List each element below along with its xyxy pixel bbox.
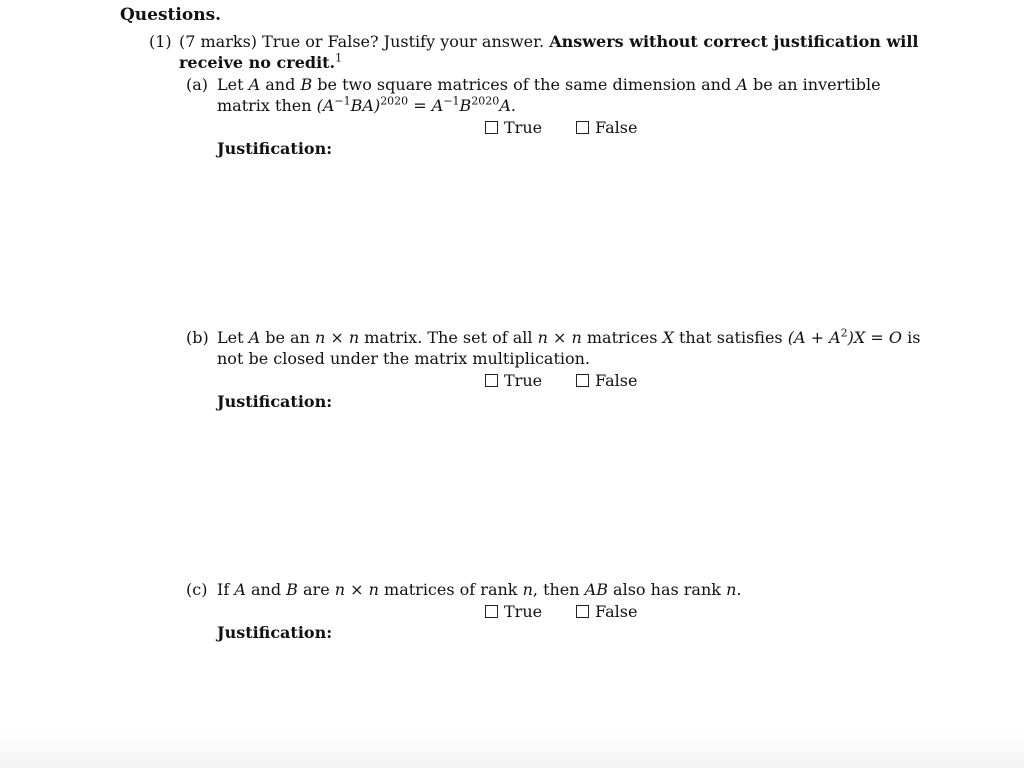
part-b-false-option[interactable]: False	[576, 370, 637, 391]
checkbox-icon[interactable]	[576, 374, 589, 387]
checkbox-icon[interactable]	[485, 374, 498, 387]
part-b-choices	[485, 370, 637, 391]
part-b	[186, 327, 921, 369]
part-b-label: (b)	[186, 328, 209, 347]
question-intro: (7 marks) True or False? Justify your answer. Answers without correct justification will receive no credit.$^1$	[179, 32, 919, 72]
part-a-true-option[interactable]: True	[485, 117, 542, 138]
part-a-false-option[interactable]: False	[576, 117, 637, 138]
checkbox-icon[interactable]	[576, 605, 589, 618]
checkbox-icon[interactable]	[576, 121, 589, 134]
part-a-choices	[485, 117, 637, 138]
part-a	[186, 74, 921, 116]
part-c-false-option[interactable]: False	[576, 601, 637, 622]
part-b-true-option[interactable]: True	[485, 370, 542, 391]
part-b-statement: Let A be an n × n matrix. The set of all n × n matrices X that satisfies $(A + A^2)X = O$ is not be closed under the matrix multiplication.	[217, 326, 921, 368]
part-c-choices	[485, 601, 637, 622]
part-c-true-option[interactable]: True	[485, 601, 542, 622]
checkbox-icon[interactable]	[485, 121, 498, 134]
question-number: (1)	[149, 32, 172, 51]
question-1	[149, 31, 919, 73]
part-a-label: (a)	[186, 75, 209, 94]
part-c-statement: If A and B are n × n matrices of rank n, then AB also has rank n.	[217, 580, 742, 599]
section-heading: Questions.	[120, 5, 222, 25]
part-c-justification-label: Justification:	[217, 623, 333, 642]
part-c-label: (c)	[186, 580, 208, 599]
footnote-mark: 1	[335, 51, 343, 65]
part-a-statement: Let A and B be two square matrices of the same dimension and A be an invertible matrix then $(A^{-1}BA)^{2020} = A^{-1}B^{2020}A$.	[217, 75, 881, 115]
part-b-justification-label: Justification:	[217, 392, 333, 411]
part-c	[186, 579, 921, 600]
credit-warning: Answers without correct justification will receive no credit.	[179, 32, 919, 72]
checkbox-icon[interactable]	[485, 605, 498, 618]
part-a-justification-label: Justification:	[217, 139, 333, 158]
page-bottom-fade	[0, 732, 1024, 768]
